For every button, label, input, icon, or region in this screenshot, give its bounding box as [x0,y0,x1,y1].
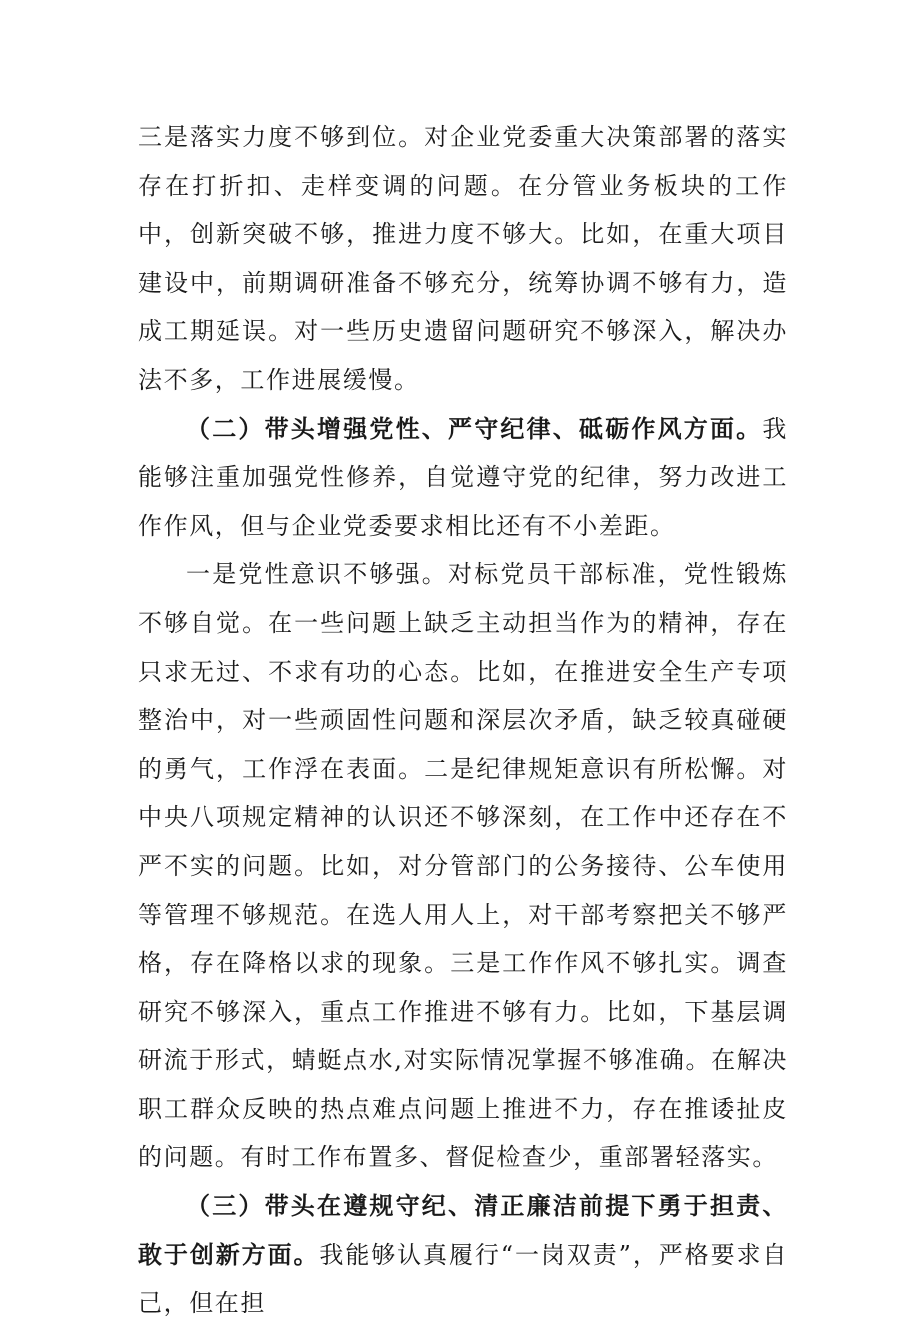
paragraph-text: 三是落实力度不够到位。对企业党委重大决策部署的落实存在打折扣、走样变调的问题。在分管业务板块的工作中，创新突破不够，推进力度不够大。比如，在重大项目建设中，前期调研准备不够充分，统筹协调不够有力，造成工期延误。对一些历史遗留问题研究不够深入，解决办法不多，工作进展缓慢。 [138,123,788,394]
paragraph-implementation [138,113,788,405]
paragraph-party-spirit [138,550,788,1182]
paragraph-text: 我能够认真履行“一岗双责”，严格要求自己，但在担 [138,1240,788,1318]
paragraph-section-two-intro [138,405,788,551]
document-body [138,113,788,1328]
paragraph-text: 一是党性意识不够强。对标党员干部标准，党性锻炼不够自觉。在一些问题上缺乏主动担当作为的精神，存在只求无过、不求有功的心态。比如，在推进安全生产专项整治中，对一些顽固性问题和深层次矛盾，缺乏较真碰硬的勇气，工作浮在表面。二是纪律规矩意识有所松懈。对中央八项规定精神的认识还不够深刻，在工作中还存在不严不实的问题。比如，对分管部门的公务接待、公车使用等管理不够规范。在选人用人上，对干部考察把关不够严格，存在降格以求的现象。三是工作作风不够扎实。调查研究不够深入，重点工作推进不够有力。比如，下基层调研流于形式，蜻蜓点水,对实际情况掌握不够准确。在解决职工群众反映的热点难点问题上推进不力，存在推诿扯皮的问题。有时工作布置多、督促检查少，重部署轻落实。 [138,560,788,1172]
paragraph-text: 我能够注重加强党性修养，自觉遵守党的纪律，努力改进工作作风，但与企业党委要求相比还有不小差距。 [138,414,788,540]
section-heading-three: （三）带头在遵规守纪、清正廉洁前提下勇于担责、敢于创新方面。 [138,1191,788,1269]
paragraph-section-three-intro [138,1182,788,1328]
section-heading-two: （二）带头增强党性、严守纪律、砥砺作风方面。 [186,413,763,443]
